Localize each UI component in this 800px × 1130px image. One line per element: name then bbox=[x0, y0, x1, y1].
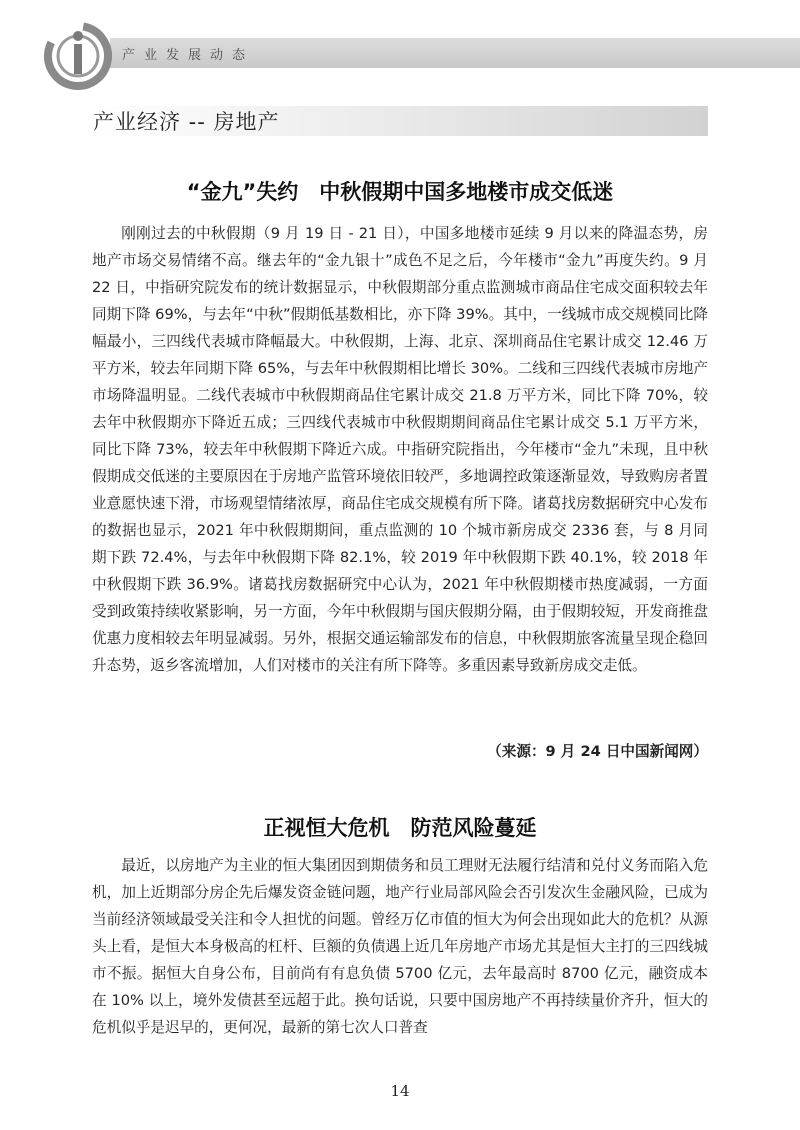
page-number: 14 bbox=[390, 1082, 410, 1100]
article-body bbox=[92, 220, 708, 679]
article-title: 正视恒大危机 防范风险蔓延 bbox=[263, 816, 537, 840]
section-title: 产业经济 -- 房地产 bbox=[93, 110, 280, 134]
article-title: “金九”失约 中秋假期中国多地楼市成交低迷 bbox=[186, 180, 614, 204]
paragraph: 最近，以房地产为主业的恒大集团因到期债务和员工理财无法履行结清和兑付义务而陷入危机，加上近期部分房企先后爆发资金链问题，地产行业局部风险会否引发次生金融风险，已成为当前经济领域最受关注和令人担忧的问题。曾经万亿市值的恒大为何会出现如此大的危机？从源头上看，是恒大本身极高的杠杆、巨额的负债遇上近几年房地产市场尤其是恒大主打的三四线城市不振。据恒大自身公布，目前尚有有息负债 5700 亿元，去年最高时 8700 亿元，融资成本在 10% 以上，境外发债甚至远超于此。换句话说，只要中国房地产不再持续量价齐升，恒大的危机似乎是迟早的，更何况，最新的第七次人口普查 bbox=[92, 857, 708, 1036]
logo-icon bbox=[38, 14, 118, 94]
paragraph: 刚刚过去的中秋假期（9 月 19 日 - 21 日），中国多地楼市延续 9 月以来的降温态势，房地产市场交易情绪不高。继去年的“金九银十”成色不足之后，今年楼市“金九”再度失约。9 月 22 日，中指研究院发布的统计数据显示，中秋假期部分重点监测城市商品住宅成交面积较去年同期下降 69%，与去年“中秋”假期低基数相比，亦下降 39%。其中，一线城市成交规模同比降幅最小，三四线代表城市降幅最大。中秋假期，上海、北京、深圳商品住宅累计成交 12.46 万平方米，较去年同期下降 65%，与去年中秋假期相比增长 30%。二线和三四线代表城市房地产市场降温明显。二线代表城市中秋假期商品住宅累计成交 21.8 万平方米，同比下降 70%，较去年中秋假期亦下降近五成；三四线代表城市中秋假期期间商品住宅累计成交 5.1 万平方米，同比下降 73%，较去年中秋假期下降近六成。中指研究院指出，今年楼市“金九”未现，且中秋假期成交低迷的主要原因在于房地产监管环境依旧较严，多地调控政策逐渐显效，导致购房者置业意愿快速下滑，市场观望情绪浓厚，商品住宅成交规模有所下降。诸葛找房数据研究中心发布的数据也显示，2021 年中秋假期期间，重点监测的 10 个城市新房成交 2336 套，与 8 月同期下跌 72.4%，与去年中秋假期下降 82.1%，较 2019 年中秋假期下跌 40.1%，较 2018 年中秋假期下跌 36.9%。诸葛找房数据研究中心认为，2021 年中秋假期楼市热度减弱，一方面受到政策持续收紧影响，另一方面，今年中秋假期与国庆假期分隔，由于假期较短，开发商推盘优惠力度相较去年明显减弱。另外，根据交通运输部发布的信息，中秋假期旅客流量呈现企稳回升态势，返乡客流增加，人们对楼市的关注有所下降等。多重因素导致新房成交走低。 bbox=[92, 225, 708, 674]
article-source: （来源：9 月 24 日中国新闻网） bbox=[487, 743, 708, 760]
running-title: 产业发展动态 bbox=[122, 48, 255, 63]
article-body bbox=[92, 852, 708, 1041]
